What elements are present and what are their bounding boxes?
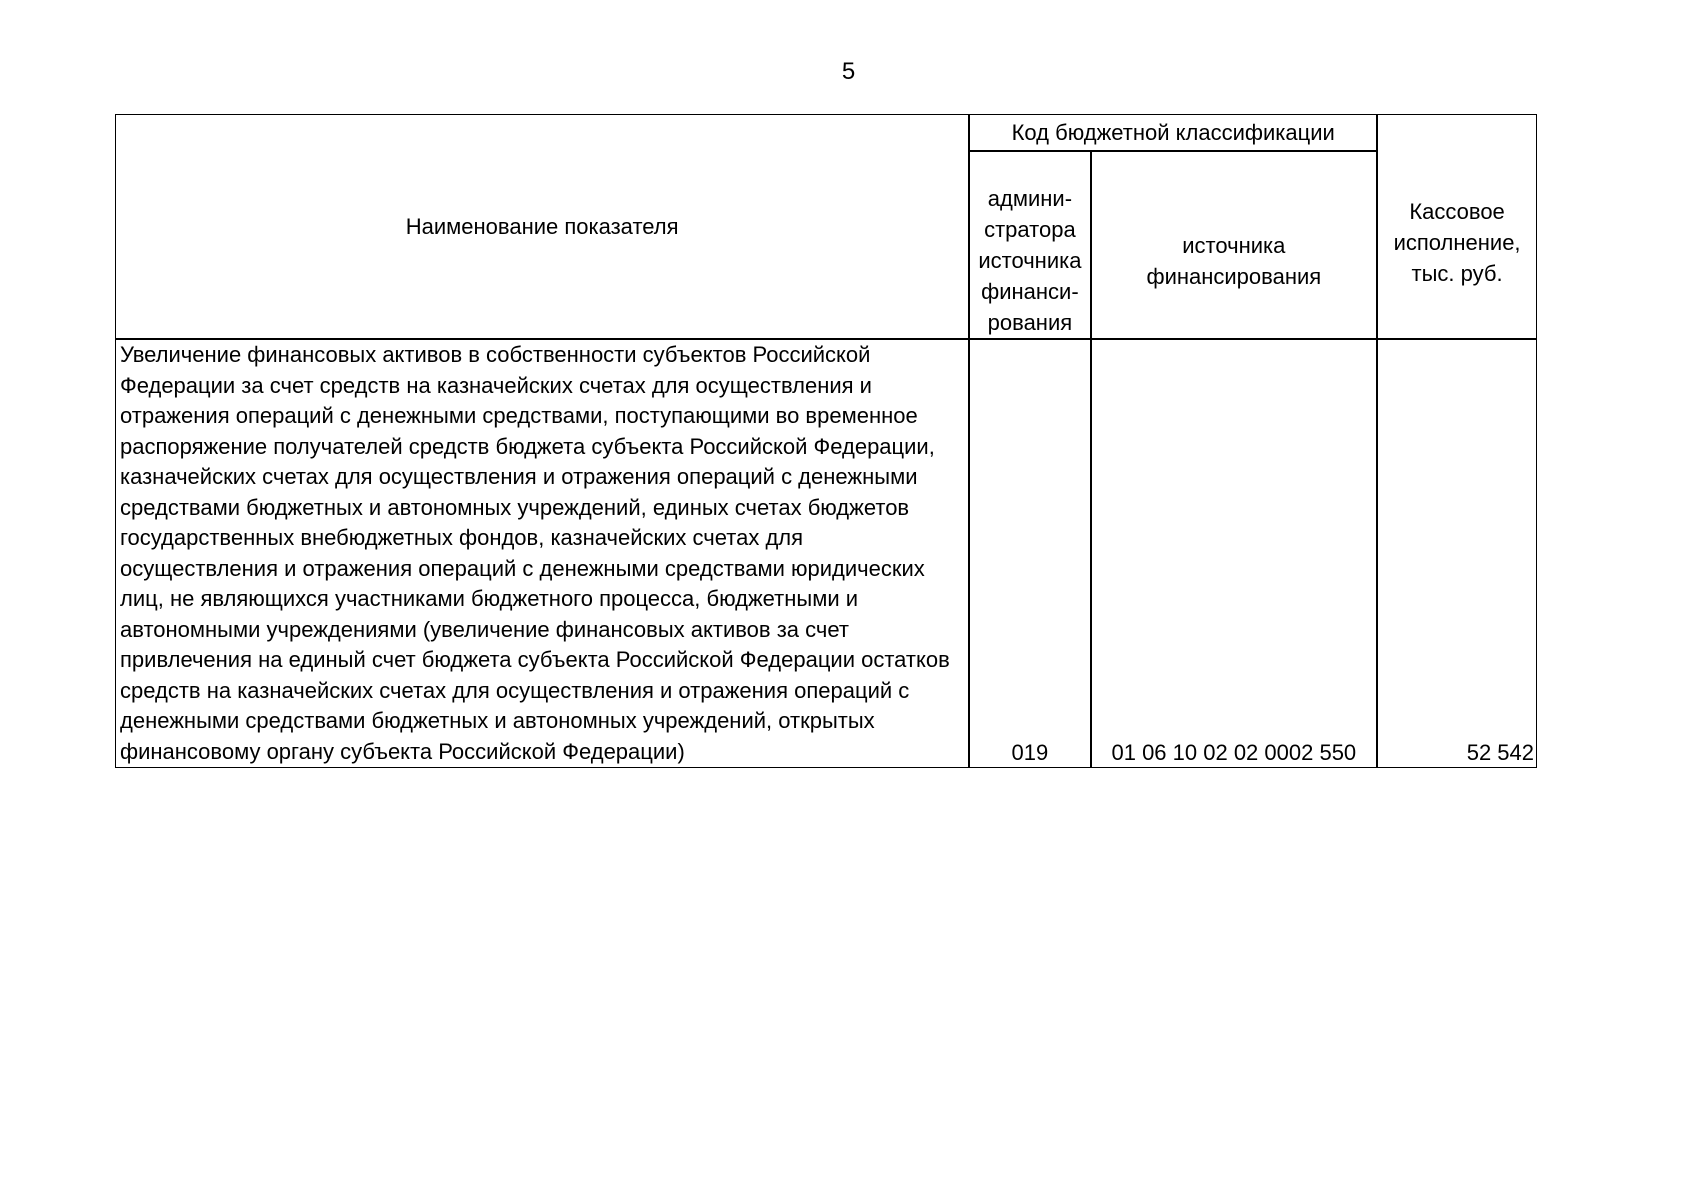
- header-administrator: [969, 151, 1090, 339]
- source-code-cell: [1091, 339, 1378, 768]
- header-source: [1091, 151, 1378, 339]
- header-source-label: источника финансирования: [1146, 232, 1322, 289]
- header-classification-code: [969, 115, 1377, 152]
- page-number: 5: [841, 58, 856, 85]
- header-cash-execution: [1377, 115, 1536, 340]
- source-code: 01 06 10 02 02 0002 550: [1111, 740, 1357, 765]
- cash-execution-cell: [1377, 339, 1536, 768]
- header-indicator-name: [116, 115, 970, 340]
- indicator-name-cell: [116, 339, 970, 768]
- header-row-group: [116, 115, 1537, 152]
- budget-sources-table: [115, 114, 1537, 768]
- header-classification-code-label: Код бюджетной классификации: [1011, 119, 1335, 145]
- table-row: [116, 339, 1537, 768]
- admin-code: 019: [1011, 740, 1049, 765]
- header-administrator-label: админи- стратора источника финанси- рования: [978, 186, 1082, 335]
- admin-code-cell: [969, 339, 1090, 768]
- indicator-name: Увеличение финансовых активов в собственности субъектов Российской Федерации за счет средств на казначейских счетах для осуществления и отражения операций с денежными средствами, поступающими во временное распоряжение получателей средств бюджета субъекта Российской Федерации, казначейских счетах для осуществления и отражения операций с денежными средствами бюджетных и автономных учреждений, единых счетах бюджетов государственных внебюджетных фондов, казначейских счетах для осуществления и отражения операций с денежными средствами юридических лиц, не являющихся участниками бюджетного процесса, бюджетными и автономными учреждениями (увеличение финансовых активов за счет привлечения на единый счет бюджета субъекта Российской Федерации остатков средств на казначейских счетах для осуществления и отражения операций с денежными средствами бюджетных и автономных учреждений, открытых финансовому органу субъекта Российской Федерации): [120, 342, 950, 764]
- header-indicator-name-label: Наименование показателя: [405, 214, 679, 239]
- cash-execution-value: 52 542: [1466, 740, 1534, 765]
- header-cash-execution-label: Кассовое исполнение, тыс. руб.: [1393, 198, 1521, 286]
